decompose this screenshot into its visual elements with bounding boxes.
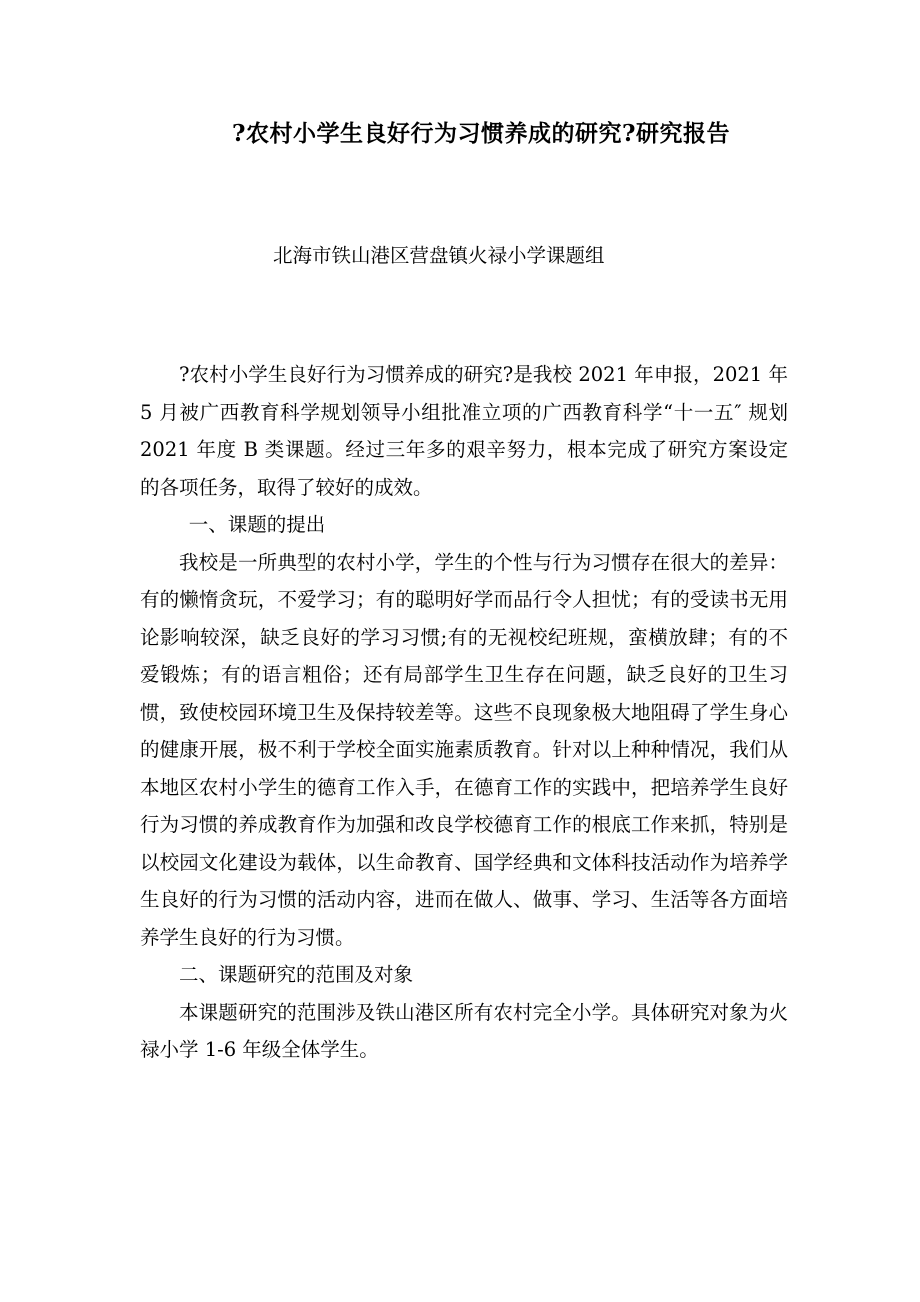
document-author: 北海市铁山港区营盘镇火禄小学课题组 (273, 244, 605, 267)
section-heading-2: 二、课题研究的范围及对象 (179, 963, 414, 986)
paragraph-scope: 本课题研究的范围涉及铁山港区所有农村完全小学。具体研究对象为火禄小学 1-6 年级全体学生。 (140, 1000, 788, 1061)
paragraph-background: 我校是一所典型的农村小学，学生的个性与行为习惯存在很大的差异：有的懒惰贪玩，不爱学习；有的聪明好学而品行令人担忧；有的受读书无用论影响较深，缺乏良好的学习习惯;有的无视校纪班规，蛮横放肆；有的不爱锻炼；有的语言粗俗；还有局部学生卫生存在问题，缺乏良好的卫生习惯，致使校园环境卫生及保持较差等。这些不良现象极大地阻碍了学生身心的健康开展，极不利于学校全面实施素质教育。针对以上种种情况，我们从本地区农村小学生的德育工作入手，在德育工作的实践中，把培养学生良好行为习惯的养成教育作为加强和改良学校德育工作的根底工作来抓，特别是以校园文化建设为载体，以生命教育、国学经典和文体科技活动作为培养学生良好的行为习惯的活动内容，进而在做人、做事、学习、生活等各方面培养学生良好的行为习惯。 (140, 550, 788, 949)
section-heading-1: 一、课题的提出 (188, 513, 326, 536)
paragraph-intro: ?农村小学生良好行为习惯养成的研究?是我校 2021 年申报，2021 年 5 月被广西教育科学规划领导小组批准立项的广西教育科学“十一五″ 规划 2021 年度 B 类课题。经过三年多的艰辛努力，根本完成了研究方案设定的各项任务，取得了较好的成效。 (140, 363, 788, 499)
document-title: ?农村小学生良好行为习惯养成的研究?研究报告 (232, 120, 730, 147)
document-body (140, 356, 788, 1069)
